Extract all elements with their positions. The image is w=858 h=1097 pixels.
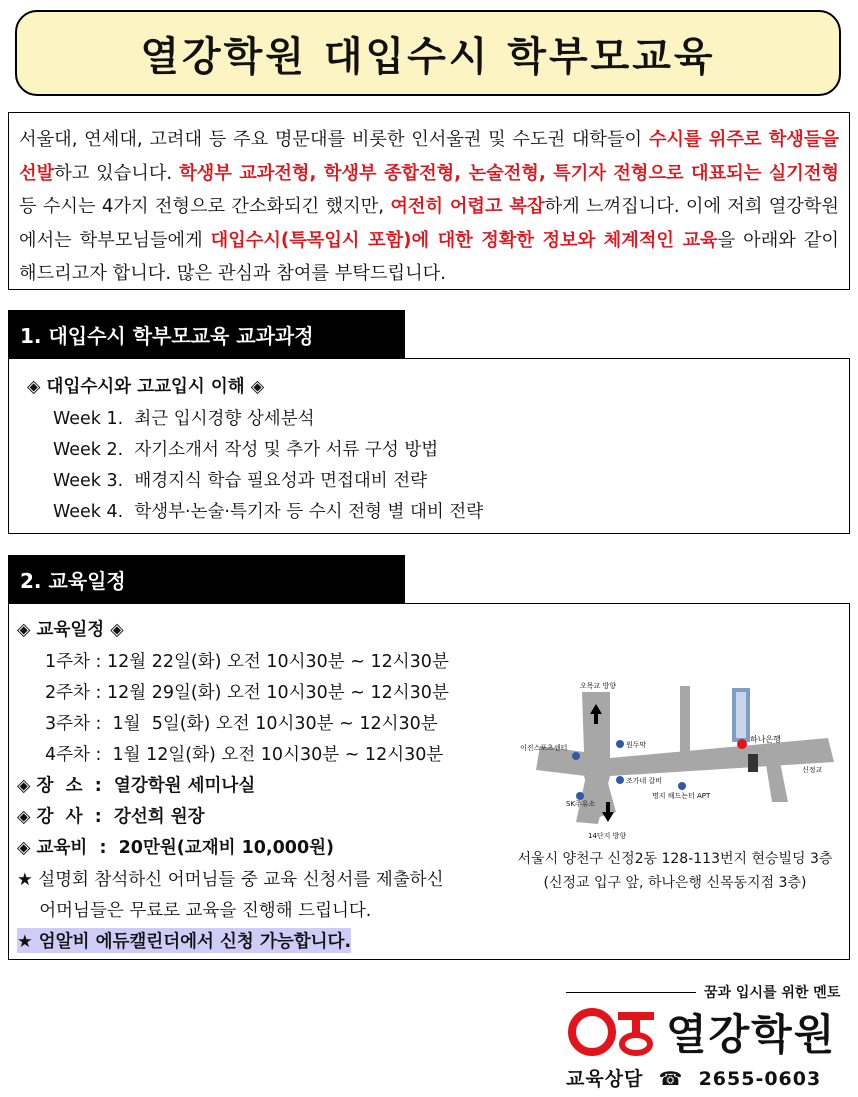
crosswalk-icon bbox=[748, 754, 758, 772]
marker-icon bbox=[572, 752, 580, 760]
map-label: SK주유소 bbox=[566, 800, 596, 808]
schedule-subheading: ◈ 교육일정 ◈ bbox=[17, 620, 124, 640]
intro-text: 하고 있습니다. bbox=[54, 162, 180, 184]
marker-icon bbox=[616, 740, 624, 748]
intro-highlight: 대입수시(특목입시 포함)에 대한 정확한 정보와 체계적인 교육 bbox=[210, 229, 718, 251]
lecturer-info: ◈ 강 사 : 강선희 원장 bbox=[17, 807, 205, 827]
contact-label: 교육상담 bbox=[566, 1068, 644, 1090]
map-label: 이진스포츠센터 bbox=[520, 744, 568, 752]
marker-icon bbox=[576, 792, 584, 800]
page-title: 열강학원 대입수시 학부모교육 bbox=[140, 33, 716, 80]
note-line: 어머님들은 무료로 교육을 진행해 드립니다. bbox=[17, 901, 372, 921]
week-item: Week 4. 학생부·논술·특기자 등 수시 전형 별 대비 전략 bbox=[53, 502, 484, 522]
section1-heading: 1. 대입수시 학부모교육 교과과정 bbox=[8, 310, 405, 358]
academy-location-icon bbox=[737, 739, 747, 749]
intro-text: 하게 느껴집니다. 이에 저희 열강학원에서는 학부모님들에게 bbox=[19, 196, 840, 251]
address-line: (신정교 입구 앞, 하나은행 신목동지점 3층) bbox=[543, 875, 807, 891]
fee-info: ◈ 교육비 : 20만원(교재비 10,000원) bbox=[17, 838, 335, 858]
map-label: 하나은행 bbox=[750, 735, 781, 744]
brand-name: 열강학원 bbox=[666, 1010, 837, 1059]
map-label: 오목교 방향 bbox=[580, 682, 617, 690]
contact-info bbox=[566, 1064, 821, 1091]
location-map bbox=[510, 672, 840, 842]
intro-text: 서울대, 연세대, 고려대 등 주요 명문대를 비롯한 인서울권 및 수도권 대학들이 bbox=[19, 129, 649, 150]
map-label: 신정교 bbox=[802, 766, 823, 774]
road-shape bbox=[680, 686, 690, 752]
footer-divider bbox=[566, 992, 696, 993]
week-item: Week 2. 자기소개서 작성 및 추가 서류 구성 방법 bbox=[53, 440, 439, 460]
intro-text: 을 아래와 같이 해드리고자 합니다. 많은 관심과 참여를 부탁드립니다. bbox=[19, 229, 839, 284]
registration-note: ★ 엄알비 에듀캘린더에서 신청 가능합니다. bbox=[17, 928, 351, 953]
phone-number: 2655-0603 bbox=[698, 1068, 822, 1090]
address-line: 서울시 양천구 신정2동 128-113번지 현승빌딩 3층 bbox=[517, 851, 833, 867]
map-label: 조가네 갈비 bbox=[626, 777, 663, 785]
title-banner bbox=[15, 10, 841, 96]
schedule-item: 4주차 : 1월 12일(화) 오전 10시30분 ~ 12시30분 bbox=[45, 745, 444, 765]
schedule-item: 2주차 : 12월 29일(화) 오전 10시30분 ~ 12시30분 bbox=[45, 683, 449, 703]
intro-text: 등 수시는 4가지 전형으로 간소화되긴 했지만, bbox=[19, 196, 391, 217]
curriculum-subheading: ◈ 대입수시와 고교입시 이해 ◈ bbox=[27, 377, 265, 397]
intro-highlight: 여전히 어렵고 복잡 bbox=[390, 196, 545, 217]
map-label: 원두막 bbox=[626, 741, 647, 749]
academy-logo-icon bbox=[566, 1004, 660, 1058]
week-item: Week 1. 최근 입시경향 상세분석 bbox=[53, 409, 315, 429]
note-line: ★ 설명회 참석하신 어머님들 중 교육 신청서를 제출하신 bbox=[17, 870, 444, 890]
marker-icon bbox=[678, 782, 686, 790]
section2-heading: 2. 교육일정 bbox=[8, 555, 405, 603]
intro-highlight: 학생부 교과전형, 학생부 종합전형, 논술전형, 특기자 전형으로 대표되는 실기전형 bbox=[179, 162, 839, 184]
intro-highlight: 수시를 위주로 학생들을 선발 bbox=[19, 129, 839, 184]
week-item: Week 3. 배경지식 학습 필요성과 면접대비 전략 bbox=[53, 471, 428, 491]
section1-box bbox=[8, 358, 850, 534]
building-icon bbox=[736, 692, 746, 738]
slogan: 꿈과 입시를 위한 멘토 bbox=[704, 985, 841, 1001]
marker-icon bbox=[616, 776, 624, 784]
phone-icon: ☎ bbox=[658, 1068, 684, 1090]
intro-paragraph bbox=[8, 112, 850, 290]
map-label: 명지 해드는터 APT bbox=[652, 792, 711, 800]
place-info: ◈ 장 소 : 열강학원 세미나실 bbox=[17, 776, 256, 796]
schedule-item: 1주차 : 12월 22일(화) 오전 10시30분 ~ 12시30분 bbox=[45, 652, 449, 672]
map-label: 14단지 방향 bbox=[588, 832, 627, 840]
schedule-item: 3주차 : 1월 5일(화) 오전 10시30분 ~ 12시30분 bbox=[45, 714, 438, 734]
